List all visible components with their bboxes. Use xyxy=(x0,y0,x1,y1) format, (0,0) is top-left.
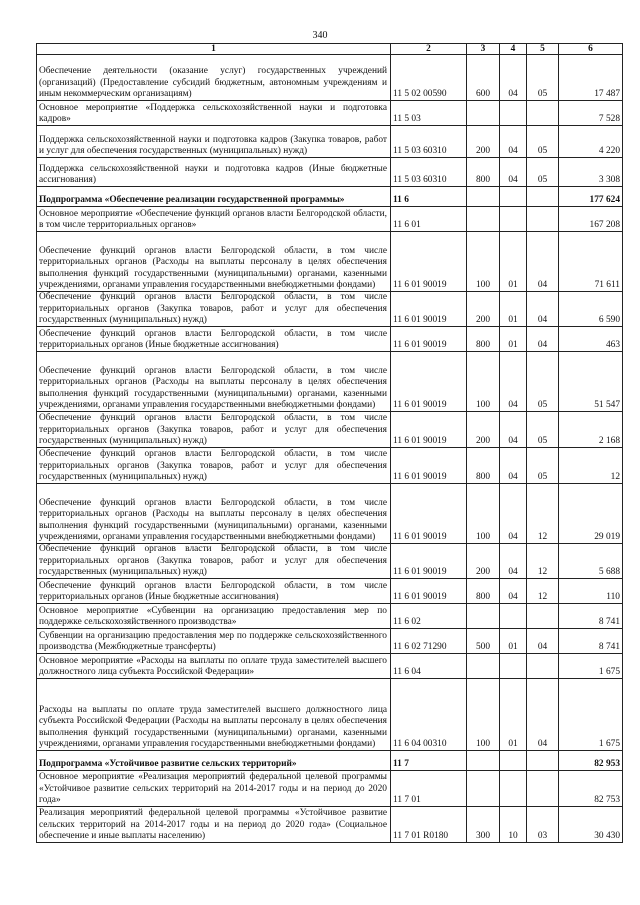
row-expense-type: 500 xyxy=(467,629,500,654)
budget-table xyxy=(36,43,623,843)
row-name: Поддержка сельскохозяйственной науки и подготовка кадров (Закупка товаров, работ и услуг для обеспечения государственных (муниципальных) нужд) xyxy=(37,126,391,158)
row-amount: 6 590 xyxy=(559,292,623,327)
row-code: 11 5 03 60310 xyxy=(391,158,467,187)
table-row xyxy=(37,604,623,629)
row-subsection xyxy=(527,604,559,629)
row-code: 11 6 01 90019 xyxy=(391,448,467,484)
row-name: Обеспечение функций органов власти Белгородской области, в том числе территориальных органов (Расходы на выплаты персоналу в целях обеспечения выполнения функций государственными (муниципальными) органами, казенными учреждениями, органами управления государственными внебюджетными фондами) xyxy=(37,352,391,412)
row-amount: 110 xyxy=(559,579,623,604)
row-amount: 1 675 xyxy=(559,679,623,751)
row-code: 11 6 01 90019 xyxy=(391,412,467,448)
table-row xyxy=(37,448,623,484)
row-amount: 5 688 xyxy=(559,544,623,579)
row-subsection xyxy=(527,101,559,126)
row-subsection: 04 xyxy=(527,327,559,352)
row-section: 01 xyxy=(500,292,527,327)
row-name: Основное мероприятие «Поддержка сельскохозяйственной науки и подготовка кадров» xyxy=(37,101,391,126)
row-amount: 82 753 xyxy=(559,771,623,807)
row-name: Расходы на выплаты по оплате труда заместителей высшего должностного лица субъекта Российской Федерации (Расходы на выплаты персоналу в целях обеспечения выполнения функций государственными (муниципальными) органами, казенными учреждениями, органами управления государственными внебюджетными фондами) xyxy=(37,679,391,751)
row-expense-type xyxy=(467,604,500,629)
row-amount: 167 208 xyxy=(559,207,623,232)
row-name: Обеспечение функций органов власти Белгородской области, в том числе территориальных органов (Расходы на выплаты персоналу в целях обеспечения выполнения функций государственными (муниципальными) органами, казенными учреждениями, органами управления государственными внебюджетными фондами) xyxy=(37,232,391,292)
row-expense-type xyxy=(467,751,500,771)
table-row xyxy=(37,187,623,207)
row-name: Реализация мероприятий федеральной целевой программы «Устойчивое развитие сельских территорий на 2014-2017 годы и на период до 2020 года» (Социальное обеспечение и иные выплаты населению) xyxy=(37,807,391,843)
row-expense-type: 200 xyxy=(467,126,500,158)
row-section: 01 xyxy=(500,629,527,654)
row-subsection: 05 xyxy=(527,412,559,448)
row-expense-type xyxy=(467,187,500,207)
page-number: 340 xyxy=(312,30,328,41)
row-subsection: 05 xyxy=(527,126,559,158)
row-section xyxy=(500,187,527,207)
row-name: Обеспечение функций органов власти Белгородской области, в том числе территориальных органов (Закупка товаров, работ и услуг для обеспечения государственных (муниципальных) нужд) xyxy=(37,292,391,327)
table-row xyxy=(37,327,623,352)
row-code: 11 6 01 90019 xyxy=(391,544,467,579)
row-expense-type: 200 xyxy=(467,292,500,327)
column-header: 5 xyxy=(527,44,559,55)
table-row xyxy=(37,629,623,654)
row-amount: 8 741 xyxy=(559,629,623,654)
row-code: 11 6 01 90019 xyxy=(391,327,467,352)
row-expense-type: 100 xyxy=(467,352,500,412)
row-subsection: 05 xyxy=(527,448,559,484)
row-expense-type: 800 xyxy=(467,158,500,187)
column-header: 4 xyxy=(500,44,527,55)
table-row xyxy=(37,484,623,544)
table-row xyxy=(37,292,623,327)
row-code: 11 6 02 xyxy=(391,604,467,629)
row-expense-type: 200 xyxy=(467,544,500,579)
table-row xyxy=(37,158,623,187)
row-amount: 1 675 xyxy=(559,654,623,679)
row-amount: 12 xyxy=(559,448,623,484)
row-code: 11 6 01 90019 xyxy=(391,484,467,544)
row-name: Основное мероприятие «Расходы на выплаты по оплате труда заместителей высшего должностного лица субъекта Российской Федерации» xyxy=(37,654,391,679)
column-header: 6 xyxy=(559,44,623,55)
row-expense-type: 300 xyxy=(467,807,500,843)
table-row xyxy=(37,55,623,101)
row-amount: 8 741 xyxy=(559,604,623,629)
row-subsection: 04 xyxy=(527,292,559,327)
table-row xyxy=(37,771,623,807)
row-expense-type: 600 xyxy=(467,55,500,101)
column-header: 3 xyxy=(467,44,500,55)
row-section: 04 xyxy=(500,126,527,158)
row-section: 04 xyxy=(500,484,527,544)
row-subsection xyxy=(527,187,559,207)
row-subsection: 05 xyxy=(527,55,559,101)
row-subsection xyxy=(527,771,559,807)
row-name: Поддержка сельскохозяйственной науки и подготовка кадров (Иные бюджетные ассигнования) xyxy=(37,158,391,187)
row-expense-type: 800 xyxy=(467,327,500,352)
row-subsection xyxy=(527,207,559,232)
row-section xyxy=(500,771,527,807)
row-name: Обеспечение функций органов власти Белгородской области, в том числе территориальных органов (Закупка товаров, работ и услуг для обеспечения государственных (муниципальных) нужд) xyxy=(37,412,391,448)
table-row xyxy=(37,679,623,751)
row-section: 04 xyxy=(500,352,527,412)
row-section: 04 xyxy=(500,158,527,187)
row-code: 11 7 01 xyxy=(391,771,467,807)
row-subsection: 12 xyxy=(527,544,559,579)
row-name: Обеспечение функций органов власти Белгородской области, в том числе территориальных органов (Иные бюджетные ассигнования) xyxy=(37,327,391,352)
row-code: 11 5 02 00590 xyxy=(391,55,467,101)
row-amount: 82 953 xyxy=(559,751,623,771)
row-code: 11 6 01 xyxy=(391,207,467,232)
row-code: 11 6 01 90019 xyxy=(391,579,467,604)
column-header: 1 xyxy=(37,44,391,55)
row-amount: 30 430 xyxy=(559,807,623,843)
table-row xyxy=(37,544,623,579)
row-subsection xyxy=(527,751,559,771)
row-code: 11 6 04 00310 xyxy=(391,679,467,751)
row-name: Основное мероприятие «Субвенции на организацию предоставления мер по поддержке сельскохозяйственного производства» xyxy=(37,604,391,629)
row-section: 04 xyxy=(500,55,527,101)
row-amount: 4 220 xyxy=(559,126,623,158)
row-code: 11 6 02 71290 xyxy=(391,629,467,654)
table-row xyxy=(37,232,623,292)
row-section: 01 xyxy=(500,327,527,352)
row-expense-type xyxy=(467,207,500,232)
row-expense-type: 800 xyxy=(467,448,500,484)
row-name: Основное мероприятие «Реализация мероприятий федеральной целевой программы «Устойчивое развитие сельских территорий на 2014-2017 годы и на период до 2020 года» xyxy=(37,771,391,807)
row-section: 04 xyxy=(500,412,527,448)
row-subsection: 12 xyxy=(527,579,559,604)
row-section xyxy=(500,207,527,232)
row-section: 04 xyxy=(500,448,527,484)
row-section: 10 xyxy=(500,807,527,843)
row-name: Подпрограмма «Обеспечение реализации государственной программы» xyxy=(37,187,391,207)
row-section xyxy=(500,101,527,126)
row-amount: 17 487 xyxy=(559,55,623,101)
table-header-row xyxy=(37,44,623,55)
column-header: 2 xyxy=(391,44,467,55)
row-amount: 71 611 xyxy=(559,232,623,292)
row-code: 11 6 01 90019 xyxy=(391,352,467,412)
table-row xyxy=(37,101,623,126)
row-expense-type: 100 xyxy=(467,232,500,292)
table-row xyxy=(37,412,623,448)
row-subsection: 05 xyxy=(527,352,559,412)
row-amount: 51 547 xyxy=(559,352,623,412)
row-subsection: 12 xyxy=(527,484,559,544)
row-section: 04 xyxy=(500,579,527,604)
row-subsection: 05 xyxy=(527,158,559,187)
row-amount: 463 xyxy=(559,327,623,352)
row-name: Обеспечение функций органов власти Белгородской области, в том числе территориальных органов (Закупка товаров, работ и услуг для обеспечения государственных (муниципальных) нужд) xyxy=(37,448,391,484)
row-subsection: 04 xyxy=(527,679,559,751)
row-name: Основное мероприятие «Обеспечение функций органов власти Белгородской области, в том числе территориальных органов» xyxy=(37,207,391,232)
row-name: Обеспечение функций органов власти Белгородской области, в том числе территориальных органов (Закупка товаров, работ и услуг для обеспечения государственных (муниципальных) нужд) xyxy=(37,544,391,579)
row-expense-type: 200 xyxy=(467,412,500,448)
row-name: Подпрограмма «Устойчивое развитие сельских территорий» xyxy=(37,751,391,771)
row-code: 11 5 03 xyxy=(391,101,467,126)
row-subsection: 03 xyxy=(527,807,559,843)
row-expense-type xyxy=(467,771,500,807)
row-amount: 2 168 xyxy=(559,412,623,448)
row-code: 11 6 01 90019 xyxy=(391,232,467,292)
row-section: 04 xyxy=(500,544,527,579)
row-section xyxy=(500,654,527,679)
row-name: Обеспечение деятельности (оказание услуг) государственных учреждений (организаций) (Предоставление субсидий бюджетным, автономным учреждениям и иным некоммерческим организациям) xyxy=(37,55,391,101)
row-section: 01 xyxy=(500,232,527,292)
table-row xyxy=(37,751,623,771)
row-code: 11 6 01 90019 xyxy=(391,292,467,327)
row-expense-type: 800 xyxy=(467,579,500,604)
table-row xyxy=(37,807,623,843)
row-subsection: 04 xyxy=(527,629,559,654)
table-row xyxy=(37,207,623,232)
row-expense-type xyxy=(467,101,500,126)
row-section: 01 xyxy=(500,679,527,751)
row-section xyxy=(500,751,527,771)
row-code: 11 5 03 60310 xyxy=(391,126,467,158)
row-subsection: 04 xyxy=(527,232,559,292)
row-section xyxy=(500,604,527,629)
row-amount: 3 308 xyxy=(559,158,623,187)
table-row xyxy=(37,654,623,679)
row-amount: 177 624 xyxy=(559,187,623,207)
row-name: Обеспечение функций органов власти Белгородской области, в том числе территориальных органов (Иные бюджетные ассигнования) xyxy=(37,579,391,604)
row-expense-type xyxy=(467,654,500,679)
row-amount: 7 528 xyxy=(559,101,623,126)
row-expense-type: 100 xyxy=(467,484,500,544)
row-code: 11 6 04 xyxy=(391,654,467,679)
table-row xyxy=(37,126,623,158)
row-name: Обеспечение функций органов власти Белгородской области, в том числе территориальных органов (Расходы на выплаты персоналу в целях обеспечения выполнения функций государственными (муниципальными) органами, казенными учреждениями, органами управления государственными внебюджетными фондами) xyxy=(37,484,391,544)
row-name: Субвенции на организацию предоставления мер по поддержке сельскохозяйственного производства (Межбюджетные трансферты) xyxy=(37,629,391,654)
row-code: 11 7 xyxy=(391,751,467,771)
row-code: 11 7 01 R0180 xyxy=(391,807,467,843)
table-row xyxy=(37,352,623,412)
table-row xyxy=(37,579,623,604)
table-body xyxy=(37,55,623,843)
row-code: 11 6 xyxy=(391,187,467,207)
row-amount: 29 019 xyxy=(559,484,623,544)
row-expense-type: 100 xyxy=(467,679,500,751)
row-subsection xyxy=(527,654,559,679)
